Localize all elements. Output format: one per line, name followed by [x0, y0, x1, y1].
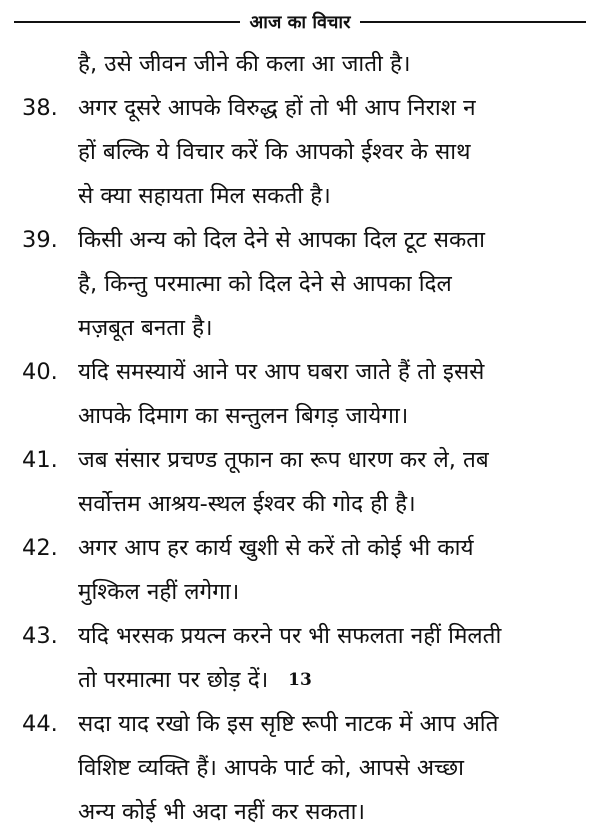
item-number: 38. [22, 95, 58, 121]
item-line: यदि भरसक प्रयत्न करने पर भी सफलता नहीं मिलती [78, 623, 502, 649]
quote-list [14, 42, 586, 834]
item-number: 41. [22, 447, 58, 473]
item-line: यदि समस्यायें आने पर आप घबरा जाते हैं तो इससे [78, 359, 485, 385]
list-item-42 [14, 526, 586, 570]
item-line: अगर आप हर कार्य खुशी से करें तो कोई भी कार्य [78, 535, 474, 561]
item-line-row [14, 306, 586, 350]
header-rule-right [360, 21, 586, 23]
item-line: सदा याद रखो कि इस सृष्टि रूपी नाटक में आप अति [78, 711, 499, 737]
continuation-line [14, 42, 586, 86]
continuation-text: है, उसे जीवन जीने की कला आ जाती है। [78, 51, 411, 77]
item-number: 44. [22, 711, 58, 737]
list-item-39 [14, 218, 586, 262]
item-line: विशिष्ट व्यक्ति हैं। आपके पार्ट को, आपसे अच्छा [78, 755, 464, 781]
item-line: सर्वोत्तम आश्रय-स्थल ईश्वर की गोद ही है। [78, 491, 416, 517]
page-header [14, 8, 586, 36]
item-number: 42. [22, 535, 58, 561]
list-item-41 [14, 438, 586, 482]
item-line: जब संसार प्रचण्ड तूफान का रूप धारण कर ले, तब [78, 447, 489, 473]
item-line-row [14, 174, 586, 218]
header-title: आज का विचार [249, 12, 351, 33]
header-rule-left [14, 21, 240, 23]
item-line: हों बल्कि ये विचार करें कि आपको ईश्वर के साथ [78, 139, 471, 165]
item-line: मुश्किल नहीं लगेगा। [78, 579, 240, 605]
page-number: 13 [288, 670, 312, 690]
item-line: मज़बूत बनता है। [78, 315, 213, 341]
item-line: आपके दिमाग का सन्तुलन बिगड़ जायेगा। [78, 403, 409, 429]
item-line-row [14, 746, 586, 790]
item-line: तो परमात्मा पर छोड़ दें। [78, 667, 269, 693]
item-line: अगर दूसरे आपके विरुद्ध हों तो भी आप निराश न [78, 95, 476, 121]
item-number: 43. [22, 623, 58, 649]
item-line-row [14, 130, 586, 174]
item-line: से क्या सहायता मिल सकती है। [78, 183, 331, 209]
item-line-row [14, 570, 586, 614]
list-item-38 [14, 86, 586, 130]
item-line-row [14, 482, 586, 526]
item-line-row [14, 394, 586, 438]
list-item-40 [14, 350, 586, 394]
item-line: किसी अन्य को दिल देने से आपका दिल टूट सकता [78, 227, 485, 253]
list-item-43 [14, 614, 586, 658]
item-number: 39. [22, 227, 58, 253]
list-item-44 [14, 702, 586, 746]
item-line-row [14, 790, 586, 834]
item-line: है, किन्तु परमात्मा को दिल देने से आपका दिल [78, 271, 452, 297]
item-number: 40. [22, 359, 58, 385]
item-line-row [14, 262, 586, 306]
item-line: अन्य कोई भी अदा नहीं कर सकता। [78, 799, 365, 825]
